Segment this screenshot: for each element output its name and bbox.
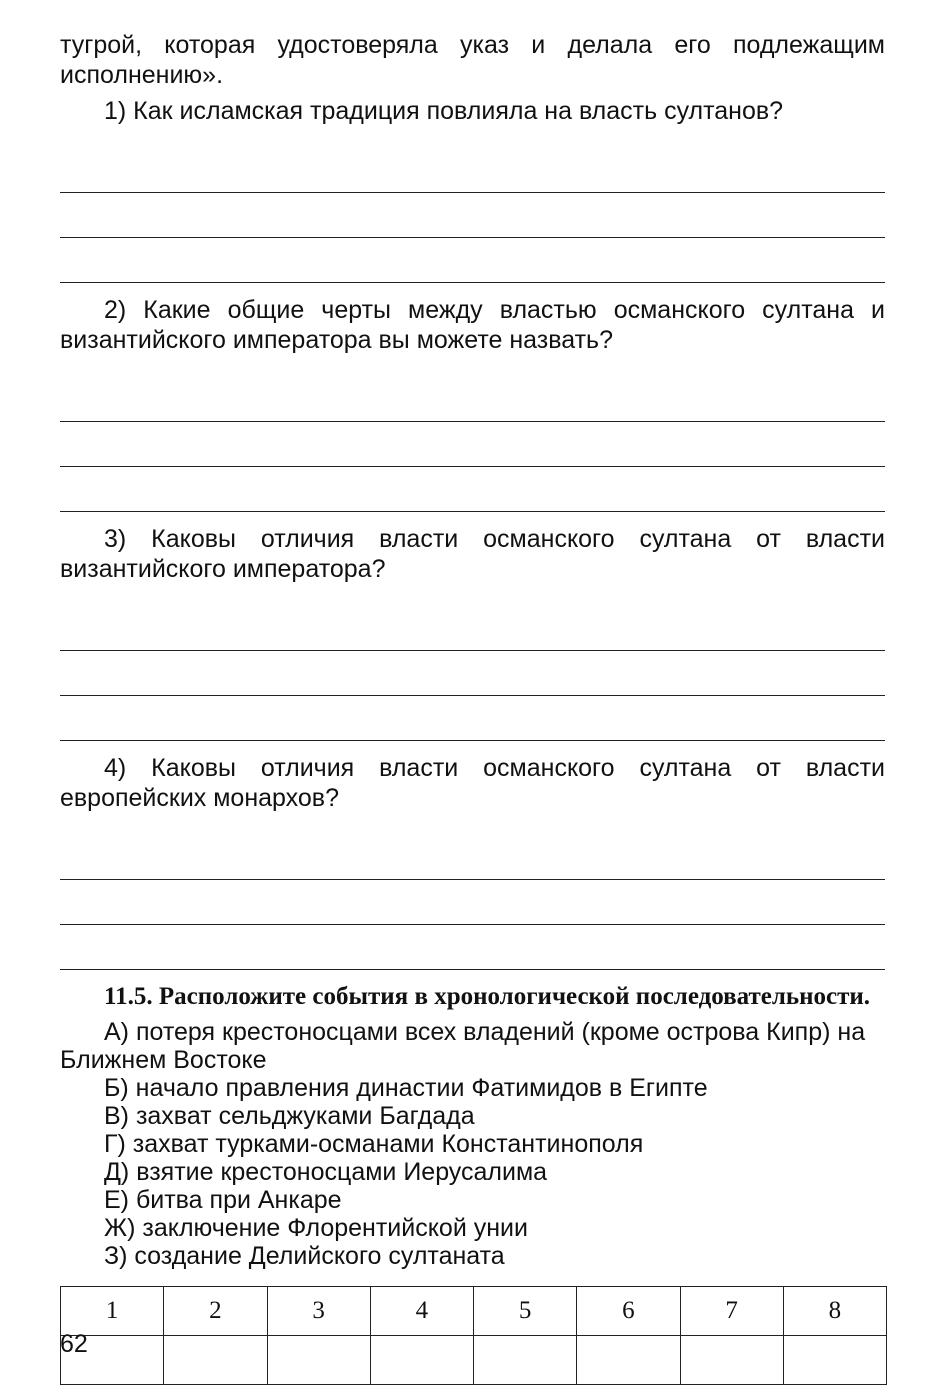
question-block-3: [60, 524, 885, 741]
answer-cell[interactable]: [370, 1336, 473, 1385]
intro-text: тугрой, которая удостоверяла указ и делала его подлежащим исполнению».: [60, 31, 885, 89]
question-block-4: [60, 753, 885, 970]
event-item-e: Е) битва при Анкаре: [104, 1186, 342, 1214]
event-item-v: В) захват сельджуками Багдада: [104, 1102, 475, 1130]
page-number: 62: [60, 1330, 88, 1358]
answer-lines-3[interactable]: [60, 606, 885, 741]
question-4: 4) Каковы отличия власти османского султана от власти европейских монархов?: [60, 754, 885, 812]
event-item-b: Б) начало правления династии Фатимидов в Египте: [104, 1074, 708, 1102]
question-block-1: [60, 96, 885, 283]
answer-cell[interactable]: [267, 1336, 370, 1385]
question-2: 2) Какие общие черты между властью османского султана и византийского императора вы можете назвать?: [60, 296, 885, 354]
answer-cell[interactable]: [577, 1336, 680, 1385]
event-item-z: З) создание Делийского султаната: [104, 1242, 505, 1270]
table-header-cell: 3: [267, 1287, 370, 1336]
table-header-cell: 1: [61, 1287, 164, 1336]
table-answer-row: [61, 1336, 887, 1385]
event-item-a: А) потеря крестоносцами всех владений (кроме острова Кипр) на Ближнем Востоке: [60, 1018, 866, 1074]
question-3: 3) Каковы отличия власти османского султана от власти византийского императора?: [60, 525, 885, 583]
event-item-zh: Ж) заключение Флорентийской унии: [104, 1214, 528, 1242]
table-header-row: [61, 1287, 887, 1336]
task-title: 11.5. Расположите события в хронологической последовательности.: [104, 983, 871, 1010]
answer-cell[interactable]: [164, 1336, 267, 1385]
event-item-d: Д) взятие крестоносцами Иерусалима: [104, 1158, 548, 1186]
event-item-g: Г) захват турками-османами Константинополя: [104, 1130, 644, 1158]
answer-lines-4[interactable]: [60, 835, 885, 970]
sequence-table: [60, 1286, 887, 1385]
answer-cell[interactable]: [783, 1336, 886, 1385]
table-header-cell: 5: [474, 1287, 577, 1336]
table-header-cell: 7: [680, 1287, 783, 1336]
answer-cell[interactable]: [680, 1336, 783, 1385]
answer-lines-1[interactable]: [60, 148, 885, 283]
table-header-cell: 6: [577, 1287, 680, 1336]
answer-cell[interactable]: [474, 1336, 577, 1385]
table-header-cell: 8: [783, 1287, 886, 1336]
event-list: [60, 1018, 885, 1270]
table-header-cell: 4: [370, 1287, 473, 1336]
question-1: 1) Как исламская традиция повлияла на власть султанов?: [104, 97, 784, 125]
page-content: [60, 30, 885, 1385]
table-header-cell: 2: [164, 1287, 267, 1336]
answer-lines-2[interactable]: [60, 377, 885, 512]
question-block-2: [60, 295, 885, 512]
